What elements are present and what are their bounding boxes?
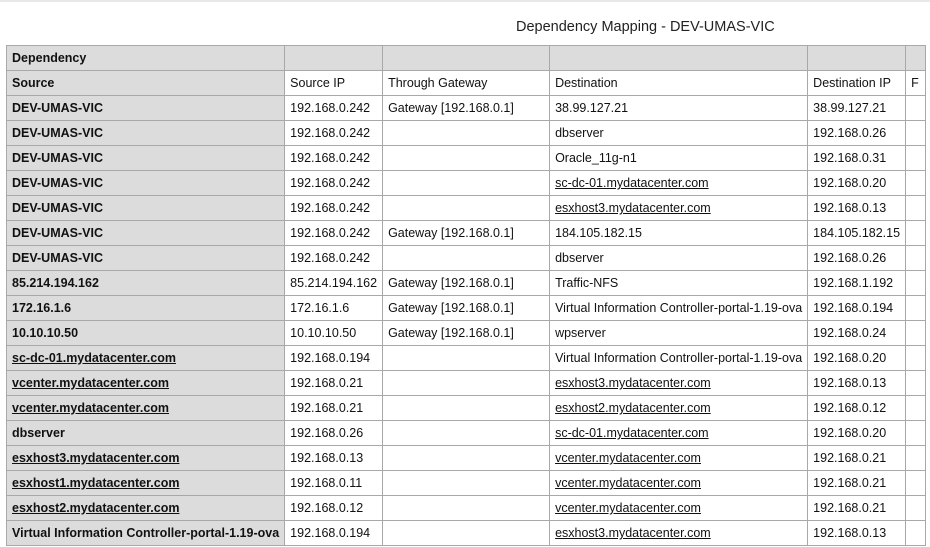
table-row xyxy=(7,196,926,221)
destination-ip-cell: 192.168.0.13 xyxy=(808,196,906,221)
destination-link[interactable]: esxhost3.mydatacenter.com xyxy=(555,376,711,390)
column-header-gateway: Through Gateway xyxy=(383,71,550,96)
source-ip-cell: 192.168.0.26 xyxy=(285,421,383,446)
destination-cell: 184.105.182.15 xyxy=(550,221,808,246)
table-row xyxy=(7,146,926,171)
source-link[interactable]: sc-dc-01.mydatacenter.com xyxy=(12,351,176,365)
gateway-cell: Gateway [192.168.0.1] xyxy=(383,271,550,296)
destination-link[interactable]: sc-dc-01.mydatacenter.com xyxy=(555,426,709,440)
group-label: Dependency xyxy=(7,46,285,71)
destination-cell xyxy=(550,171,808,196)
destination-ip-cell: 192.168.0.20 xyxy=(808,346,906,371)
gateway-cell xyxy=(383,146,550,171)
destination-cell: dbserver xyxy=(550,246,808,271)
destination-cell: Virtual Information Controller-portal-1.19-ova xyxy=(550,296,808,321)
source-cell xyxy=(7,346,285,371)
top-divider xyxy=(0,0,930,2)
extra-cell xyxy=(906,446,926,471)
table-row xyxy=(7,246,926,271)
extra-cell xyxy=(906,371,926,396)
table-row xyxy=(7,271,926,296)
source-cell: DEV-UMAS-VIC xyxy=(7,221,285,246)
extra-cell xyxy=(906,521,926,546)
extra-cell xyxy=(906,421,926,446)
source-cell: DEV-UMAS-VIC xyxy=(7,146,285,171)
source-ip-cell: 192.168.0.21 xyxy=(285,371,383,396)
destination-cell xyxy=(550,396,808,421)
source-cell xyxy=(7,471,285,496)
source-ip-cell: 10.10.10.50 xyxy=(285,321,383,346)
gateway-cell xyxy=(383,446,550,471)
table-row xyxy=(7,296,926,321)
source-ip-cell: 192.168.0.242 xyxy=(285,171,383,196)
table-row xyxy=(7,346,926,371)
gateway-cell: Gateway [192.168.0.1] xyxy=(383,221,550,246)
extra-cell xyxy=(906,271,926,296)
destination-cell xyxy=(550,196,808,221)
extra-cell xyxy=(906,221,926,246)
column-header-source-ip: Source IP xyxy=(285,71,383,96)
gateway-cell xyxy=(383,121,550,146)
source-ip-cell: 192.168.0.242 xyxy=(285,246,383,271)
destination-cell xyxy=(550,421,808,446)
source-ip-cell: 192.168.0.242 xyxy=(285,96,383,121)
table-row xyxy=(7,521,926,546)
destination-ip-cell: 38.99.127.21 xyxy=(808,96,906,121)
source-cell: 10.10.10.50 xyxy=(7,321,285,346)
table-row xyxy=(7,221,926,246)
table-row xyxy=(7,321,926,346)
table-row xyxy=(7,371,926,396)
destination-link[interactable]: vcenter.mydatacenter.com xyxy=(555,476,701,490)
destination-ip-cell: 192.168.0.20 xyxy=(808,171,906,196)
destination-cell xyxy=(550,521,808,546)
source-link[interactable]: esxhost3.mydatacenter.com xyxy=(12,451,180,465)
destination-cell: dbserver xyxy=(550,121,808,146)
extra-cell xyxy=(906,246,926,271)
source-ip-cell: 85.214.194.162 xyxy=(285,271,383,296)
destination-cell: Oracle_11g-n1 xyxy=(550,146,808,171)
source-link[interactable]: esxhost2.mydatacenter.com xyxy=(12,501,180,515)
gateway-cell: Gateway [192.168.0.1] xyxy=(383,296,550,321)
gateway-cell xyxy=(383,421,550,446)
destination-link[interactable]: vcenter.mydatacenter.com xyxy=(555,451,701,465)
destination-ip-cell: 192.168.0.194 xyxy=(808,296,906,321)
source-cell: DEV-UMAS-VIC xyxy=(7,121,285,146)
destination-ip-cell: 192.168.1.192 xyxy=(808,271,906,296)
gateway-cell xyxy=(383,246,550,271)
dependency-table xyxy=(6,45,926,546)
destination-ip-cell: 192.168.0.24 xyxy=(808,321,906,346)
destination-ip-cell: 192.168.0.26 xyxy=(808,246,906,271)
extra-cell xyxy=(906,96,926,121)
destination-link[interactable]: esxhost3.mydatacenter.com xyxy=(555,526,711,540)
extra-cell xyxy=(906,396,926,421)
source-link[interactable]: vcenter.mydatacenter.com xyxy=(12,401,170,415)
destination-ip-cell: 192.168.0.31 xyxy=(808,146,906,171)
destination-ip-cell: 192.168.0.20 xyxy=(808,421,906,446)
destination-ip-cell: 192.168.0.12 xyxy=(808,396,906,421)
gateway-cell xyxy=(383,471,550,496)
table-row xyxy=(7,496,926,521)
source-ip-cell: 192.168.0.194 xyxy=(285,346,383,371)
source-ip-cell: 172.16.1.6 xyxy=(285,296,383,321)
source-cell: Virtual Information Controller-portal-1.19-ova xyxy=(7,521,285,546)
source-cell xyxy=(7,496,285,521)
source-ip-cell: 192.168.0.11 xyxy=(285,471,383,496)
extra-cell xyxy=(906,146,926,171)
destination-cell: 38.99.127.21 xyxy=(550,96,808,121)
extra-cell xyxy=(906,196,926,221)
destination-ip-cell: 192.168.0.21 xyxy=(808,471,906,496)
column-header-row xyxy=(7,71,926,96)
destination-cell: wpserver xyxy=(550,321,808,346)
source-ip-cell: 192.168.0.194 xyxy=(285,521,383,546)
destination-ip-cell: 192.168.0.26 xyxy=(808,121,906,146)
column-header-destination-ip: Destination IP xyxy=(808,71,906,96)
column-header-destination: Destination xyxy=(550,71,808,96)
source-cell: 85.214.194.162 xyxy=(7,271,285,296)
destination-link[interactable]: sc-dc-01.mydatacenter.com xyxy=(555,176,709,190)
source-cell xyxy=(7,396,285,421)
source-cell: DEV-UMAS-VIC xyxy=(7,96,285,121)
table-row xyxy=(7,396,926,421)
table-row xyxy=(7,96,926,121)
gateway-cell xyxy=(383,171,550,196)
gateway-cell xyxy=(383,396,550,421)
destination-ip-cell: 184.105.182.15 xyxy=(808,221,906,246)
source-cell: DEV-UMAS-VIC xyxy=(7,246,285,271)
source-cell: DEV-UMAS-VIC xyxy=(7,196,285,221)
destination-ip-cell: 192.168.0.21 xyxy=(808,496,906,521)
destination-ip-cell: 192.168.0.13 xyxy=(808,371,906,396)
gateway-cell xyxy=(383,496,550,521)
destination-link[interactable]: vcenter.mydatacenter.com xyxy=(555,501,701,515)
gateway-cell xyxy=(383,346,550,371)
extra-cell xyxy=(906,321,926,346)
table-row xyxy=(7,471,926,496)
extra-cell xyxy=(906,496,926,521)
source-cell: 172.16.1.6 xyxy=(7,296,285,321)
source-link[interactable]: vcenter.mydatacenter.com xyxy=(12,376,170,390)
table-row xyxy=(7,446,926,471)
extra-cell xyxy=(906,121,926,146)
table-row xyxy=(7,121,926,146)
destination-cell xyxy=(550,471,808,496)
extra-cell xyxy=(906,471,926,496)
source-cell xyxy=(7,446,285,471)
destination-cell xyxy=(550,371,808,396)
source-ip-cell: 192.168.0.242 xyxy=(285,121,383,146)
gateway-cell xyxy=(383,371,550,396)
source-cell: DEV-UMAS-VIC xyxy=(7,171,285,196)
destination-cell xyxy=(550,446,808,471)
source-ip-cell: 192.168.0.242 xyxy=(285,146,383,171)
source-ip-cell: 192.168.0.12 xyxy=(285,496,383,521)
source-ip-cell: 192.168.0.13 xyxy=(285,446,383,471)
gateway-cell xyxy=(383,196,550,221)
source-cell: dbserver xyxy=(7,421,285,446)
extra-cell xyxy=(906,346,926,371)
destination-link[interactable]: esxhost3.mydatacenter.com xyxy=(555,201,711,215)
destination-ip-cell: 192.168.0.21 xyxy=(808,446,906,471)
destination-cell: Virtual Information Controller-portal-1.19-ova xyxy=(550,346,808,371)
source-ip-cell: 192.168.0.21 xyxy=(285,396,383,421)
gateway-cell: Gateway [192.168.0.1] xyxy=(383,321,550,346)
destination-link[interactable]: esxhost2.mydatacenter.com xyxy=(555,401,711,415)
gateway-cell xyxy=(383,521,550,546)
column-header-extra: F xyxy=(906,71,926,96)
gateway-cell: Gateway [192.168.0.1] xyxy=(383,96,550,121)
extra-cell xyxy=(906,296,926,321)
destination-cell xyxy=(550,496,808,521)
extra-cell xyxy=(906,171,926,196)
source-ip-cell: 192.168.0.242 xyxy=(285,221,383,246)
table-row xyxy=(7,421,926,446)
destination-ip-cell: 192.168.0.13 xyxy=(808,521,906,546)
table-row xyxy=(7,171,926,196)
page-title: Dependency Mapping - DEV-UMAS-VIC xyxy=(516,19,775,35)
source-cell xyxy=(7,371,285,396)
destination-cell: Traffic-NFS xyxy=(550,271,808,296)
source-link[interactable]: esxhost1.mydatacenter.com xyxy=(12,476,180,490)
group-header-row xyxy=(7,46,926,71)
source-ip-cell: 192.168.0.242 xyxy=(285,196,383,221)
column-header-source: Source xyxy=(7,71,285,96)
